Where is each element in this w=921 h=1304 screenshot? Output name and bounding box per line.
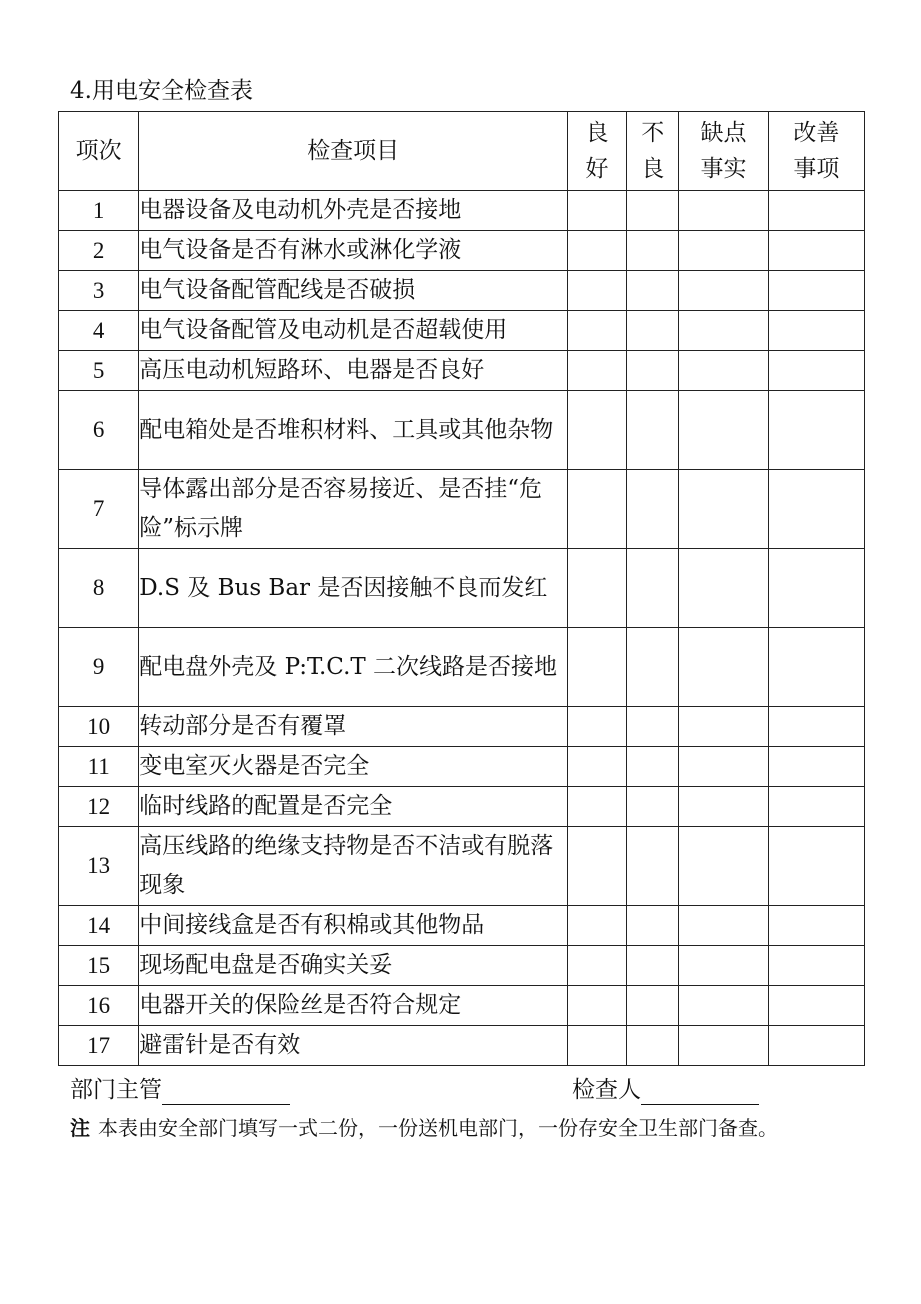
manager-label: 部门主管 bbox=[70, 1077, 162, 1103]
footnote bbox=[70, 1114, 778, 1142]
row-check-item: 高压电动机短路环、电器是否良好 bbox=[139, 351, 568, 391]
inspector-signature-field bbox=[641, 1080, 759, 1105]
cell-bad bbox=[627, 311, 679, 351]
row-number: 2 bbox=[59, 231, 139, 271]
cell-defect-fact bbox=[679, 391, 768, 470]
cell-bad bbox=[627, 906, 679, 946]
table-row bbox=[59, 787, 865, 827]
row-check-item: 变电室灭火器是否完全 bbox=[139, 747, 568, 787]
cell-improvement bbox=[768, 191, 864, 231]
table-row bbox=[59, 470, 865, 549]
cell-defect-fact bbox=[679, 231, 768, 271]
cell-bad bbox=[627, 271, 679, 311]
row-check-item: 配电盘外壳及 P:T.C.T 二次线路是否接地 bbox=[139, 628, 568, 707]
row-number: 11 bbox=[59, 747, 139, 787]
cell-improvement bbox=[768, 391, 864, 470]
table-row bbox=[59, 1026, 865, 1066]
cell-improvement bbox=[768, 946, 864, 986]
table-row bbox=[59, 351, 865, 391]
cell-improvement bbox=[768, 231, 864, 271]
cell-defect-fact bbox=[679, 946, 768, 986]
cell-bad bbox=[627, 191, 679, 231]
table-row bbox=[59, 271, 865, 311]
cell-defect-fact bbox=[679, 707, 768, 747]
cell-defect-fact bbox=[679, 906, 768, 946]
cell-defect-fact bbox=[679, 470, 768, 549]
table-row bbox=[59, 391, 865, 470]
table-row bbox=[59, 906, 865, 946]
header-improvement: 改善 事项 bbox=[768, 112, 864, 191]
row-check-item: 临时线路的配置是否完全 bbox=[139, 787, 568, 827]
header-check-item: 检查项目 bbox=[139, 112, 568, 191]
row-check-item: 导体露出部分是否容易接近、是否挂“危险”标示牌 bbox=[139, 470, 568, 549]
header-item-no: 项次 bbox=[59, 112, 139, 191]
row-check-item: 高压线路的绝缘支持物是否不洁或有脱落现象 bbox=[139, 827, 568, 906]
row-check-item: 中间接线盒是否有积棉或其他物品 bbox=[139, 906, 568, 946]
cell-good bbox=[567, 906, 626, 946]
cell-improvement bbox=[768, 470, 864, 549]
cell-good bbox=[567, 946, 626, 986]
row-check-item: 电器设备及电动机外壳是否接地 bbox=[139, 191, 568, 231]
cell-bad bbox=[627, 827, 679, 906]
row-number: 15 bbox=[59, 946, 139, 986]
cell-good bbox=[567, 787, 626, 827]
row-check-item: 避雷针是否有效 bbox=[139, 1026, 568, 1066]
cell-good bbox=[567, 231, 626, 271]
cell-defect-fact bbox=[679, 311, 768, 351]
cell-defect-fact bbox=[679, 271, 768, 311]
table-row bbox=[59, 231, 865, 271]
row-number: 4 bbox=[59, 311, 139, 351]
cell-improvement bbox=[768, 271, 864, 311]
cell-good bbox=[567, 707, 626, 747]
table-row bbox=[59, 827, 865, 906]
cell-defect-fact bbox=[679, 787, 768, 827]
row-check-item: 电气设备是否有淋水或淋化学液 bbox=[139, 231, 568, 271]
cell-bad bbox=[627, 707, 679, 747]
cell-good bbox=[567, 271, 626, 311]
cell-good bbox=[567, 470, 626, 549]
cell-bad bbox=[627, 391, 679, 470]
row-check-item: 配电箱处是否堆积材料、工具或其他杂物 bbox=[139, 391, 568, 470]
cell-improvement bbox=[768, 628, 864, 707]
table-row bbox=[59, 946, 865, 986]
cell-bad bbox=[627, 747, 679, 787]
row-number: 10 bbox=[59, 707, 139, 747]
cell-improvement bbox=[768, 906, 864, 946]
row-number: 14 bbox=[59, 906, 139, 946]
cell-good bbox=[567, 747, 626, 787]
manager-signature-line bbox=[70, 1075, 290, 1105]
cell-defect-fact bbox=[679, 747, 768, 787]
cell-bad bbox=[627, 231, 679, 271]
cell-good bbox=[567, 1026, 626, 1066]
cell-good bbox=[567, 191, 626, 231]
cell-defect-fact bbox=[679, 986, 768, 1026]
row-number: 17 bbox=[59, 1026, 139, 1066]
header-good: 良 好 bbox=[567, 112, 626, 191]
manager-signature-field bbox=[162, 1080, 290, 1105]
cell-good bbox=[567, 351, 626, 391]
row-check-item: 电气设备配管配线是否破损 bbox=[139, 271, 568, 311]
row-check-item: 电气设备配管及电动机是否超载使用 bbox=[139, 311, 568, 351]
cell-bad bbox=[627, 986, 679, 1026]
row-number: 8 bbox=[59, 549, 139, 628]
cell-good bbox=[567, 986, 626, 1026]
table-header-row bbox=[59, 112, 865, 191]
row-number: 7 bbox=[59, 470, 139, 549]
cell-defect-fact bbox=[679, 628, 768, 707]
cell-good bbox=[567, 311, 626, 351]
document-title: 4.用电安全检查表 bbox=[70, 78, 253, 104]
note-label: 注 bbox=[70, 1116, 90, 1140]
cell-defect-fact bbox=[679, 549, 768, 628]
cell-good bbox=[567, 628, 626, 707]
table-row bbox=[59, 707, 865, 747]
cell-improvement bbox=[768, 827, 864, 906]
row-number: 13 bbox=[59, 827, 139, 906]
cell-bad bbox=[627, 549, 679, 628]
row-number: 9 bbox=[59, 628, 139, 707]
cell-improvement bbox=[768, 707, 864, 747]
row-check-item: 现场配电盘是否确实关妥 bbox=[139, 946, 568, 986]
cell-defect-fact bbox=[679, 191, 768, 231]
cell-improvement bbox=[768, 986, 864, 1026]
inspector-label: 检查人 bbox=[572, 1077, 641, 1103]
row-check-item: D.S 及 Bus Bar 是否因接触不良而发红 bbox=[139, 549, 568, 628]
row-number: 1 bbox=[59, 191, 139, 231]
cell-defect-fact bbox=[679, 1026, 768, 1066]
cell-bad bbox=[627, 470, 679, 549]
table-row bbox=[59, 311, 865, 351]
cell-bad bbox=[627, 351, 679, 391]
header-bad: 不 良 bbox=[627, 112, 679, 191]
table-row bbox=[59, 191, 865, 231]
cell-improvement bbox=[768, 351, 864, 391]
row-check-item: 转动部分是否有覆罩 bbox=[139, 707, 568, 747]
table-row bbox=[59, 747, 865, 787]
table-row bbox=[59, 549, 865, 628]
cell-bad bbox=[627, 628, 679, 707]
row-number: 16 bbox=[59, 986, 139, 1026]
cell-good bbox=[567, 391, 626, 470]
row-number: 3 bbox=[59, 271, 139, 311]
inspector-signature-line bbox=[572, 1075, 759, 1105]
cell-bad bbox=[627, 787, 679, 827]
row-number: 12 bbox=[59, 787, 139, 827]
header-defect-fact: 缺点 事实 bbox=[679, 112, 768, 191]
table-row bbox=[59, 986, 865, 1026]
row-check-item: 电器开关的保险丝是否符合规定 bbox=[139, 986, 568, 1026]
inspection-table bbox=[58, 111, 865, 1066]
row-number: 6 bbox=[59, 391, 139, 470]
cell-defect-fact bbox=[679, 351, 768, 391]
cell-improvement bbox=[768, 1026, 864, 1066]
cell-improvement bbox=[768, 747, 864, 787]
cell-improvement bbox=[768, 549, 864, 628]
cell-improvement bbox=[768, 787, 864, 827]
cell-bad bbox=[627, 946, 679, 986]
cell-bad bbox=[627, 1026, 679, 1066]
cell-good bbox=[567, 549, 626, 628]
cell-defect-fact bbox=[679, 827, 768, 906]
cell-improvement bbox=[768, 311, 864, 351]
note-text: 本表由安全部门填写一式二份，一份送机电部门，一份存安全卫生部门备查。 bbox=[98, 1116, 778, 1140]
cell-good bbox=[567, 827, 626, 906]
table-row bbox=[59, 628, 865, 707]
row-number: 5 bbox=[59, 351, 139, 391]
